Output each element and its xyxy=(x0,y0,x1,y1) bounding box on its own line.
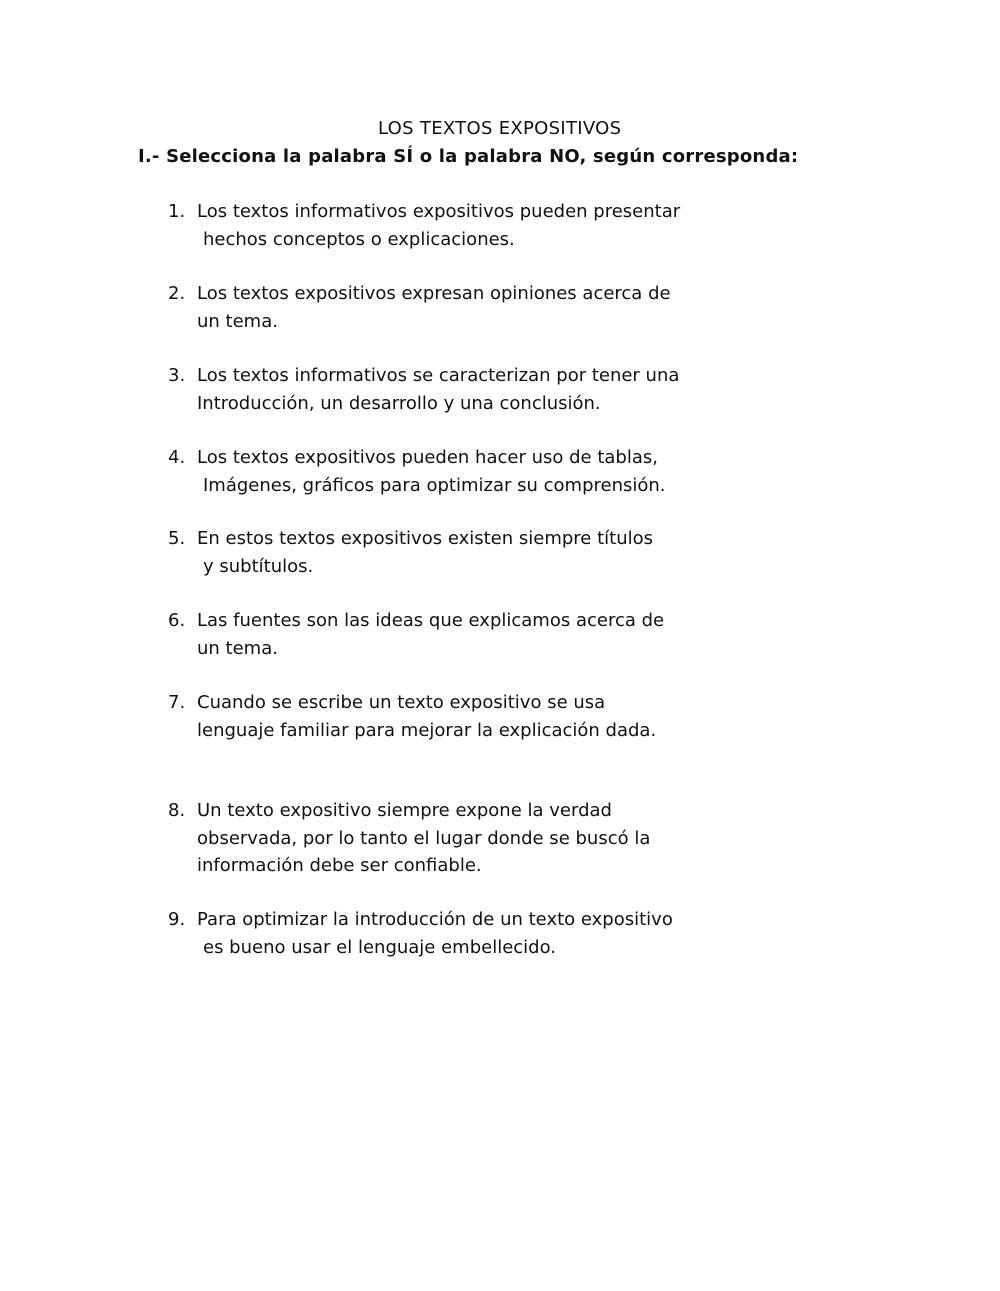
item-text-line: Para optimizar la introducción de un texto expositivo xyxy=(197,909,673,930)
item-text-line: es bueno usar el lenguaje embellecido. xyxy=(203,936,557,958)
list-item xyxy=(168,362,679,417)
list-item xyxy=(168,797,650,880)
item-number: 5. xyxy=(168,528,186,549)
item-text-line: información debe ser confiable. xyxy=(197,855,482,876)
item-number: 6. xyxy=(168,610,186,631)
item-text-line: Un texto expositivo siempre expone la verdad xyxy=(197,800,612,821)
item-number: 2. xyxy=(168,283,186,304)
page-title: LOS TEXTOS EXPOSITIVOS xyxy=(378,118,622,139)
item-number: 3. xyxy=(168,365,186,386)
item-text-line: hechos conceptos o explicaciones. xyxy=(203,228,515,250)
list-item xyxy=(168,906,673,961)
item-text-line: Imágenes, gráficos para optimizar su comprensión. xyxy=(203,474,666,496)
item-text-line: Los textos expositivos expresan opiniones acerca de xyxy=(197,283,671,304)
list-item xyxy=(168,280,671,335)
item-number: 8. xyxy=(168,800,186,821)
item-number: 9. xyxy=(168,909,186,930)
item-number: 1. xyxy=(168,201,186,222)
list-item xyxy=(168,198,680,253)
instruction-text: I.- Selecciona la palabra SÍ o la palabra NO, según corresponda: xyxy=(138,146,799,167)
list-item xyxy=(168,525,653,580)
item-text-line: Los textos expositivos pueden hacer uso de tablas, xyxy=(197,447,658,468)
list-item xyxy=(168,689,656,744)
item-text-line: observada, por lo tanto el lugar donde se buscó la xyxy=(197,827,651,849)
item-number: 4. xyxy=(168,447,186,468)
item-text-line: Los textos informativos expositivos pueden presentar xyxy=(197,201,681,222)
item-text-line: lenguaje familiar para mejorar la explicación dada. xyxy=(197,719,657,741)
item-text-line: un tema. xyxy=(197,637,278,659)
list-item xyxy=(168,444,666,499)
item-text-line: Las fuentes son las ideas que explicamos acerca de xyxy=(197,610,665,631)
item-number: 7. xyxy=(168,692,186,713)
list-item xyxy=(168,607,664,662)
item-text-line: Los textos informativos se caracterizan por tener una xyxy=(197,365,680,386)
item-text-line: un tema. xyxy=(197,310,278,332)
item-text-line: Cuando se escribe un texto expositivo se usa xyxy=(197,692,606,713)
item-text-line: Introducción, un desarrollo y una conclusión. xyxy=(197,392,601,414)
item-text-line: y subtítulos. xyxy=(203,555,314,577)
item-text-line: En estos textos expositivos existen siempre títulos xyxy=(197,528,653,549)
